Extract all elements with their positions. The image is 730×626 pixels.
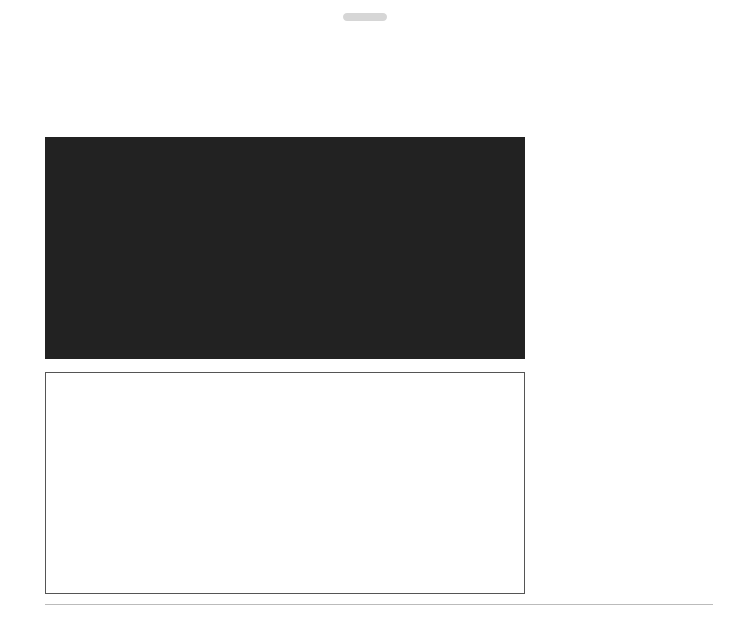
article-body [538,137,713,592]
video-conference-photo [45,137,525,359]
bottom-rule [45,604,713,605]
awards-list [60,409,520,599]
kicker-label [343,13,387,21]
kicker-wrap [0,6,730,25]
awards-box [45,372,525,594]
